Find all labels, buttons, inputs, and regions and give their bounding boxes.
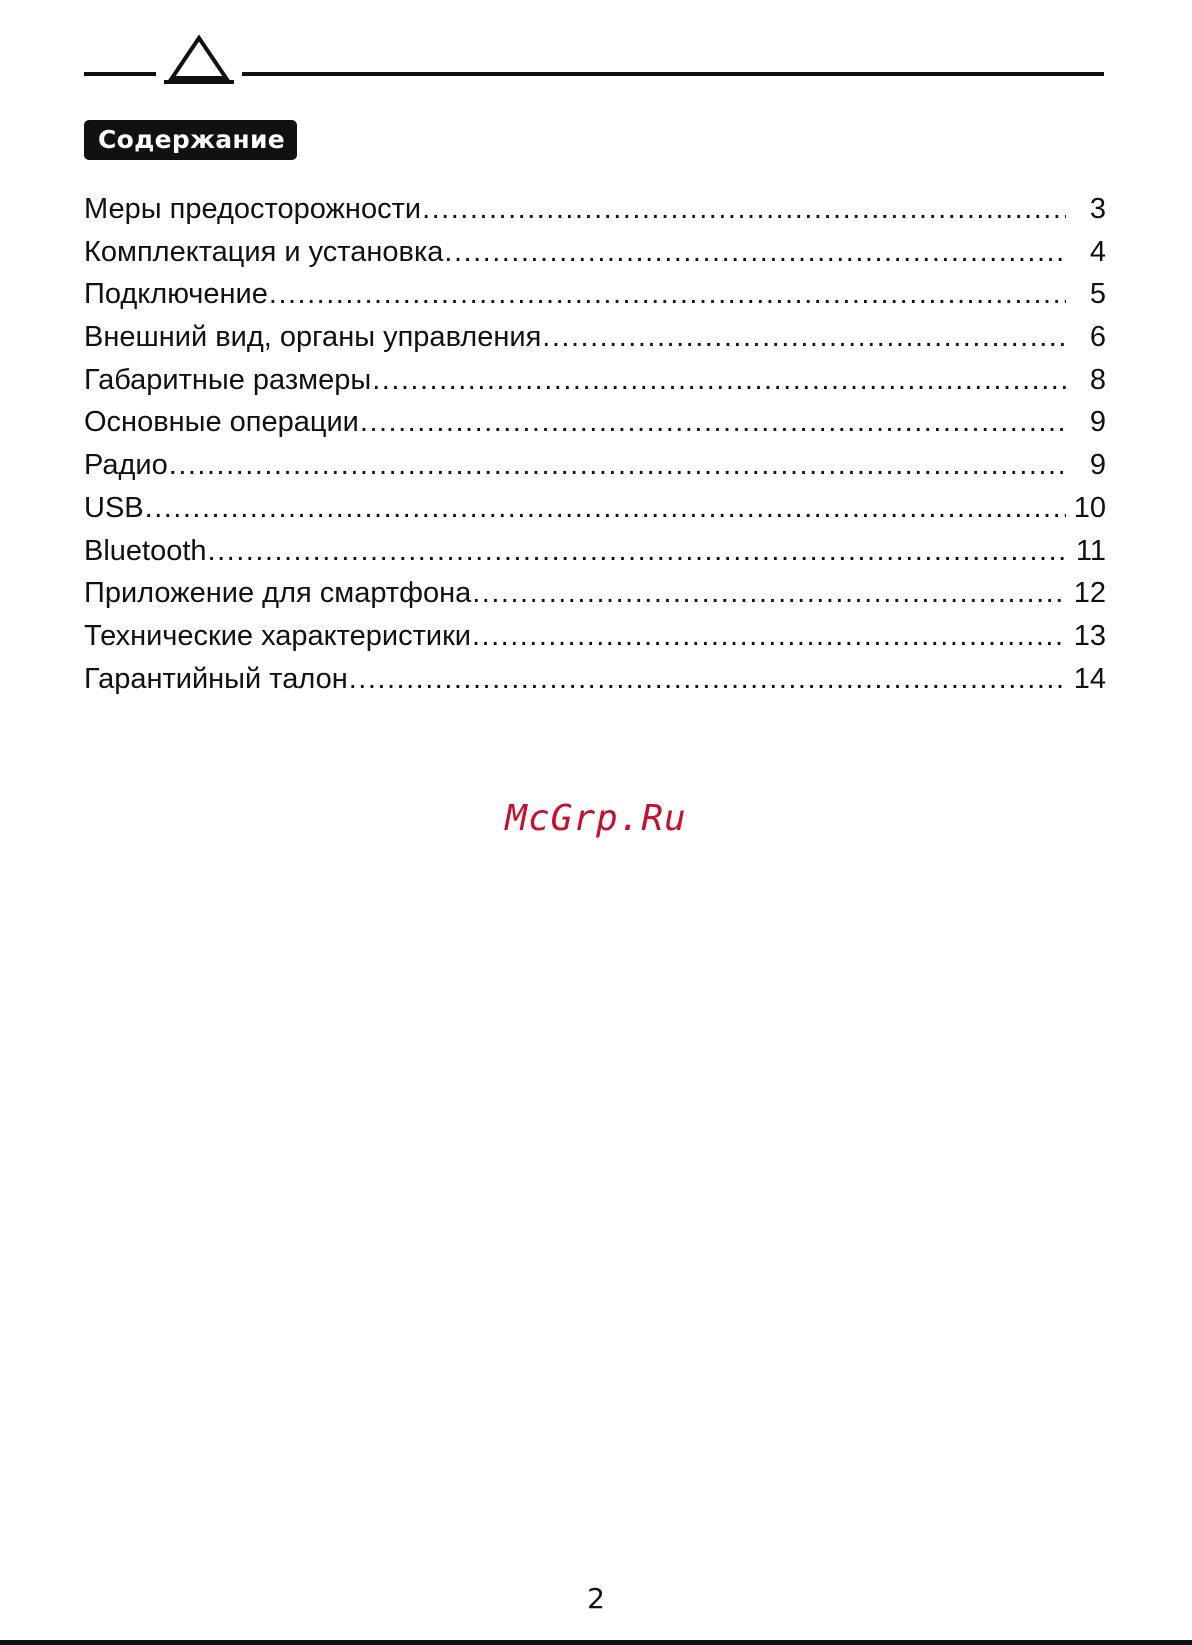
toc-entry-page: 6 bbox=[1089, 321, 1106, 354]
triangle-logo-icon bbox=[164, 34, 234, 86]
toc-entry-title: Габаритные размеры bbox=[84, 363, 372, 396]
toc-leader-dots bbox=[208, 530, 1066, 573]
toc-entry-page: 13 bbox=[1073, 619, 1106, 652]
toc-heading: Содержание bbox=[84, 120, 297, 160]
header-rule-left bbox=[84, 72, 156, 76]
toc-entry-page: 4 bbox=[1089, 235, 1106, 268]
toc-entry-page: 3 bbox=[1089, 193, 1106, 225]
footer-rule bbox=[0, 1640, 1192, 1645]
toc-entry[interactable] bbox=[84, 615, 1106, 658]
toc-entry-page: 9 bbox=[1089, 449, 1106, 482]
toc-entry[interactable] bbox=[84, 359, 1106, 402]
toc-entry[interactable] bbox=[84, 273, 1106, 316]
toc-entry[interactable] bbox=[84, 444, 1106, 487]
toc-entry-title: Подключение bbox=[84, 278, 268, 311]
header-rule-right bbox=[242, 72, 1104, 76]
toc-entry[interactable] bbox=[84, 316, 1106, 359]
toc-entry-title: Радио bbox=[84, 449, 168, 482]
toc-leader-dots bbox=[472, 572, 1066, 615]
toc-entry-page: 10 bbox=[1073, 491, 1106, 524]
toc-entry-page: 5 bbox=[1089, 278, 1106, 311]
toc-leader-dots bbox=[422, 188, 1066, 231]
toc-entry-title: Приложение для смартфона bbox=[84, 577, 472, 610]
toc-entry-title: Технические характеристики bbox=[84, 619, 471, 652]
toc-entry[interactable] bbox=[84, 231, 1106, 274]
toc-leader-dots bbox=[145, 487, 1066, 530]
toc-entry[interactable] bbox=[84, 658, 1106, 701]
toc-leader-dots bbox=[349, 658, 1066, 701]
toc-entry[interactable] bbox=[84, 401, 1106, 444]
table-of-contents bbox=[84, 188, 1106, 700]
toc-entry-title: Основные операции bbox=[84, 406, 359, 439]
page-number: 2 bbox=[587, 1582, 605, 1615]
toc-entry-page: 8 bbox=[1089, 363, 1106, 396]
toc-leader-dots bbox=[444, 231, 1066, 274]
toc-entry-title: Bluetooth bbox=[84, 534, 207, 567]
toc-entry-page: 14 bbox=[1073, 662, 1106, 695]
toc-leader-dots bbox=[360, 401, 1066, 444]
toc-entry-page: 9 bbox=[1089, 406, 1106, 439]
toc-leader-dots bbox=[169, 444, 1066, 487]
toc-leader-dots bbox=[542, 316, 1066, 359]
toc-leader-dots bbox=[372, 359, 1066, 402]
toc-leader-dots bbox=[472, 615, 1066, 658]
toc-entry-page: 11 bbox=[1075, 534, 1106, 567]
toc-entry-page: 12 bbox=[1073, 577, 1106, 610]
toc-entry[interactable] bbox=[84, 188, 1106, 231]
toc-leader-dots bbox=[269, 273, 1066, 316]
watermark-text: McGrp.Ru bbox=[505, 798, 687, 839]
toc-entry[interactable] bbox=[84, 530, 1106, 573]
toc-entry-title: USB bbox=[84, 491, 144, 524]
toc-entry[interactable] bbox=[84, 487, 1106, 530]
toc-entry-title: Комплектация и установка bbox=[84, 235, 444, 268]
toc-entry-title: Внешний вид, органы управления bbox=[84, 321, 542, 354]
toc-entry[interactable] bbox=[84, 572, 1106, 615]
toc-entry-title: Гарантийный талон bbox=[84, 662, 348, 695]
toc-entry-title: Меры предосторожности bbox=[84, 193, 422, 225]
